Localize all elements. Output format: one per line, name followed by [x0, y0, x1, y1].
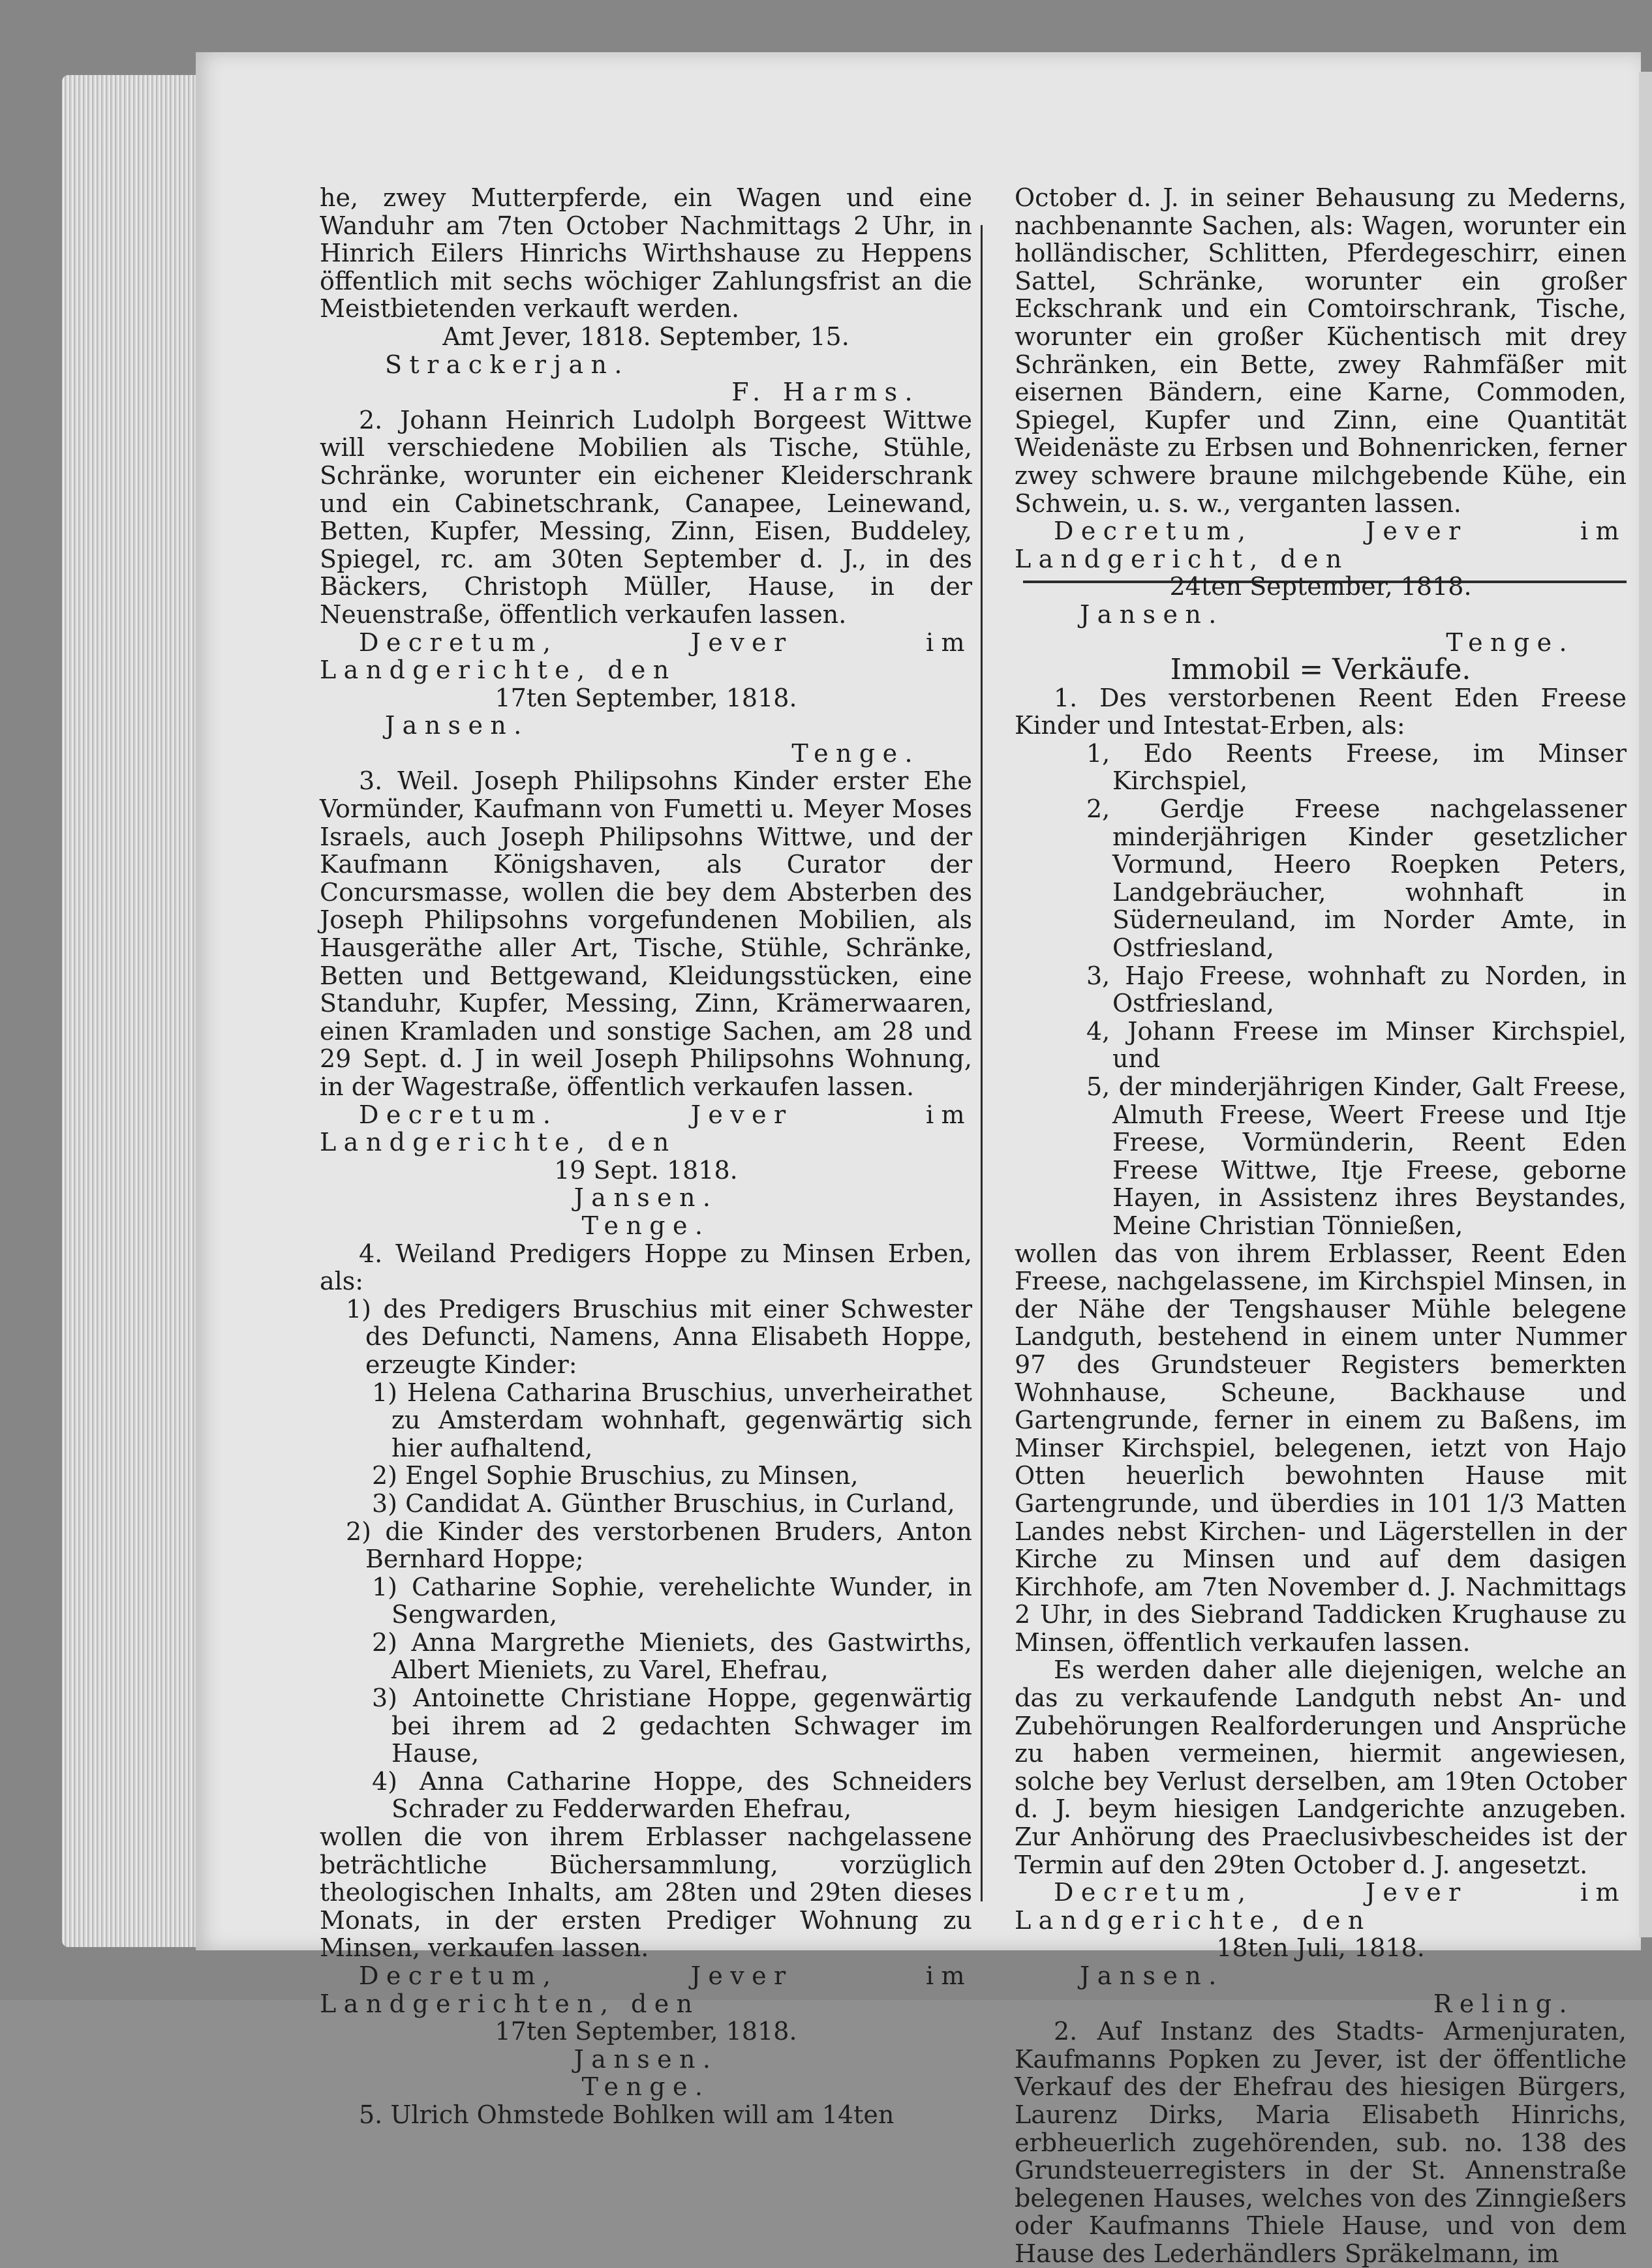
notice-3-decretum: Decretum. Jever im Landgerichte, den — [320, 1100, 972, 1157]
immobil-1-decretum: Decretum, Jever im Landgerichte, den — [1015, 1878, 1627, 1935]
notice-5-continued-text: October d. J. in seiner Behausung zu Mederns, nachbenannte Sachen, als: Wagen, worunter ein holländischer, Schlitten, Pferdegeschirr, einen Sattel, Schränke, worunter ein großer Eckschrank und ein Comtoirschrank, Tische, worunter ein großer Küchentisch mit drey Schränken, ein Bette, zwey Rahmfäßer mit eisernen Bändern, eine Karne, Commoden, Spiegel, Kupfer und Zinn, eine Quantität Weidenäste zu Erbsen und Bohnenricken, ferner zwey schwere braune milchgebende Kühe, ein Schwein, u. s. w., verganten lassen. — [1015, 183, 1627, 518]
notice-4-item-2a: 1) Catharine Sophie, verehelichte Wunder, in Sengwarden, — [372, 1572, 972, 1629]
immobil-2-text: 2. Auf Instanz des Stadts- Armenjuraten, Kaufmanns Popken zu Jever, ist der öffentliche Verkauf des der Ehefrau des hiesigen Bürgers, Laurenz Dirks, Maria Elisabeth Hinrichs, erbheuerlich zugehörenden, sub. no. 138 des Grundsteuerregisters in der St. Annenstraße belegenen Hauses, welches von des Zinngießers oder Kaufmanns Thiele Hause, und von dem Hause des Lederhändlers Spräkelmann, im — [1015, 2017, 1627, 2268]
immobil-1-item-3: 3, Hajo Freese, wohnhaft zu Norden, in Ostfriesland, — [1086, 961, 1627, 1018]
immobil-1-item-4: 4, Johann Freese im Minser Kirchspiel, und — [1086, 1016, 1627, 1074]
next-page-edge — [1639, 72, 1652, 1937]
left-column — [320, 184, 972, 2129]
immobil-1-signature-1: Jansen. — [1080, 1961, 1224, 1990]
notice-4-intro: 4. Weiland Predigers Hoppe zu Minsen Erben, als: — [320, 1239, 972, 1296]
immobil-1-item-5: 5, der minderjährigen Kinder, Galt Freese, Almuth Freese, Weert Freese und Itje Freese, Vormünderin, Reent Eden Freese Wittwe, Itje Freese, geborne Hayen, in Assistenz ihres Beystandes, Meine Christian Tönnießen, — [1086, 1072, 1627, 1240]
notice-1-text: he, zwey Mutterpferde, ein Wagen und eine Wanduhr am 7ten October Nachmittags 2 Uhr, in Hinrich Eilers Hinrichs Wirthshause zu Heppens öffentlich mit sechs wöchiger Zahlungsfrist an die Meistbietenden verkauft werden. — [320, 183, 972, 324]
notice-5-decretum: Decretum, Jever im Landgericht, den — [1015, 517, 1627, 573]
notice-3-signature-2: Tenge. — [581, 1211, 711, 1240]
notice-4-item-1: 1) des Predigers Bruschius mit einer Schwester des Defuncti, Namens, Anna Elisabeth Hoppe, erzeugte Kinder: — [346, 1294, 972, 1379]
immobil-1-date: 18ten Juli, 1818. — [1216, 1933, 1425, 1963]
right-column — [1015, 184, 1627, 2268]
notice-4-item-1a: 1) Helena Catharina Bruschius, unverheirathet zu Amsterdam wohnhaft, gegenwärtig sich hier aufhaltend, — [372, 1378, 972, 1462]
notice-5-signature-2: Tenge. — [1446, 627, 1574, 657]
notice-2-signature-2: Tenge. — [791, 738, 920, 768]
notice-2-signature-1: Jansen. — [385, 711, 529, 740]
column-divider — [981, 225, 983, 1901]
notice-4-item-2: 2) die Kinder des verstorbenen Bruders, Anton Bernhard Hoppe; — [346, 1517, 972, 1574]
notice-5-signature-1: Jansen. — [1080, 599, 1224, 629]
notice-4-item-2d: 4) Anna Catharine Hoppe, des Schneiders Schrader zu Fedderwarden Ehefrau, — [372, 1766, 972, 1824]
immobil-1-item-1: 1, Edo Reents Freese, im Minser Kirchspiel, — [1086, 738, 1627, 796]
section-heading: Immobil = Verkäufe. — [1170, 653, 1471, 687]
immobil-1-text: wollen das von ihrem Erblasser, Reent Eden Freese, nachgelassene, im Kirchspiel Minsen, in der Nähe der Tengshauser Mühle belegene Landguth, bestehend in einem unter Nummer 97 des Grundsteuer Registers bemerkten Wohnhause, Scheune, Backhause und Gartengrunde, ferner in einem zu Baßens, im Minser Kirchspiel, belegenen, ietzt von Hajo Otten heuerlich bewohnten Hause mit Gartengrunde, und überdies in 101 1/3 Matten Landes nebst Kirchen- und Lägerstellen in der Kirche zu Minsen und auf dem dasigen Kirchhofe, am 7ten November d. J. Nachmittags 2 Uhr, in des Siebrand Taddicken Krughause zu Minsen, öffentlich verkaufen lassen. — [1015, 1239, 1627, 1657]
notice-4-item-2c: 3) Antoinette Christiane Hoppe, gegenwärtig bei ihrem ad 2 gedachten Schwager im Hause, — [372, 1684, 972, 1768]
notice-4-item-1b: 2) Engel Sophie Bruschius, zu Minsen, — [372, 1461, 859, 1490]
notice-2-decretum: Decretum, Jever im Landgerichte, den — [320, 627, 972, 685]
notice-3-signature-1: Jansen. — [574, 1183, 718, 1213]
immobil-1-intro: 1. Des verstorbenen Reent Eden Freese Kinder und Intestat-Erben, als: — [1015, 683, 1627, 740]
immobil-1-item-2: 2, Gerdje Freese nachgelassener minderjährigen Kinder gesetzlicher Vormund, Heero Roepken Peters, Landgebräucher, wohnhaft in Süderneuland, im Norder Amte, in Ostfriesland, — [1086, 794, 1627, 963]
notice-5-text: 5. Ulrich Ohmstede Bohlken will am 14ten — [359, 2100, 895, 2129]
notice-2-date: 17ten September, 1818. — [495, 683, 797, 712]
notice-4-date: 17ten September, 1818. — [495, 2017, 797, 2046]
notice-1-signature-2: F. Harms. — [731, 378, 920, 407]
notice-4-signature-1: Jansen. — [574, 2044, 718, 2074]
notice-5-date: 24ten September, 1818. — [1169, 572, 1472, 601]
notice-1-place: Amt Jever, 1818. September, 15. — [442, 322, 849, 351]
notice-4-text: wollen die von ihrem Erblasser nachgelassene beträchtliche Büchersammlung, vorzüglich theologischen Inhalts, am 28ten und 29ten dieses Monats, in der ersten Prediger Wohnung zu Minsen, verkaufen lassen. — [320, 1822, 972, 1963]
notice-1-signature-1: Strackerjan. — [385, 350, 630, 379]
immobil-1-signature-2: Reling. — [1433, 1989, 1574, 2018]
notice-4-item-1c: 3) Candidat A. Günther Bruschius, in Curland, — [372, 1489, 955, 1518]
notice-4-signature-2: Tenge. — [581, 2072, 711, 2102]
notice-4-decretum: Decretum, Jever im Landgerichten, den — [320, 1961, 972, 2018]
notice-3-text: 3. Weil. Joseph Philipsohns Kinder erster Ehe Vormünder, Kaufmann von Fumetti u. Meyer Moses Israels, auch Joseph Philipsohns Wittwe, und der Kaufmann Königshaven, als Curator der Concursmasse, wollen die bey dem Absterben des Joseph Philipsohns vorgefundenen Mobilien, als Hausgeräthe aller Art, Tische, Stühle, Schränke, Betten und Bettgewand, Kleidungsstücken, eine Standuhr, Kupfer, Messing, Zinn, Krämerwaaren, einen Kramladen und sonstige Sachen, am 28 und 29 Sept. d. J in weil Joseph Philipsohns Wohnung, in der Wagestraße, öffentlich verkaufen lassen. — [320, 766, 972, 1101]
notice-3-date: 19 Sept. 1818. — [554, 1155, 738, 1185]
immobil-1-text-2: Es werden daher alle diejenigen, welche an das zu verkaufende Landguth nebst An- und Zubehörungen Realforderungen und Ansprüche zu haben vermeinen, hiermit angewiesen, solche bey Verlust derselben, am 19ten October d. J. beym hiesigen Landgerichte anzugeben. Zur Anhörung des Praeclusivbescheides ist der Termin auf den 29ten October d. J. angesetzt. — [1015, 1656, 1627, 1879]
notice-4-item-2b: 2) Anna Margrethe Mieniets, des Gastwirths, Albert Mieniets, zu Varel, Ehefrau, — [372, 1627, 972, 1685]
notice-2-text: 2. Johann Heinrich Ludolph Borgeest Wittwe will verschiedene Mobilien als Tische, Stühle, Schränke, worunter ein eichener Kleiderschrank und ein Cabinetschrank, Canapee, Leinewand, Betten, Kupfer, Messing, Zinn, Eisen, Buddeley, Spiegel, rc. am 30ten September d. J., in des Bäckers, Christoph Müller, Hause, in der Neuenstraße, öffentlich verkaufen lassen. — [320, 405, 972, 629]
